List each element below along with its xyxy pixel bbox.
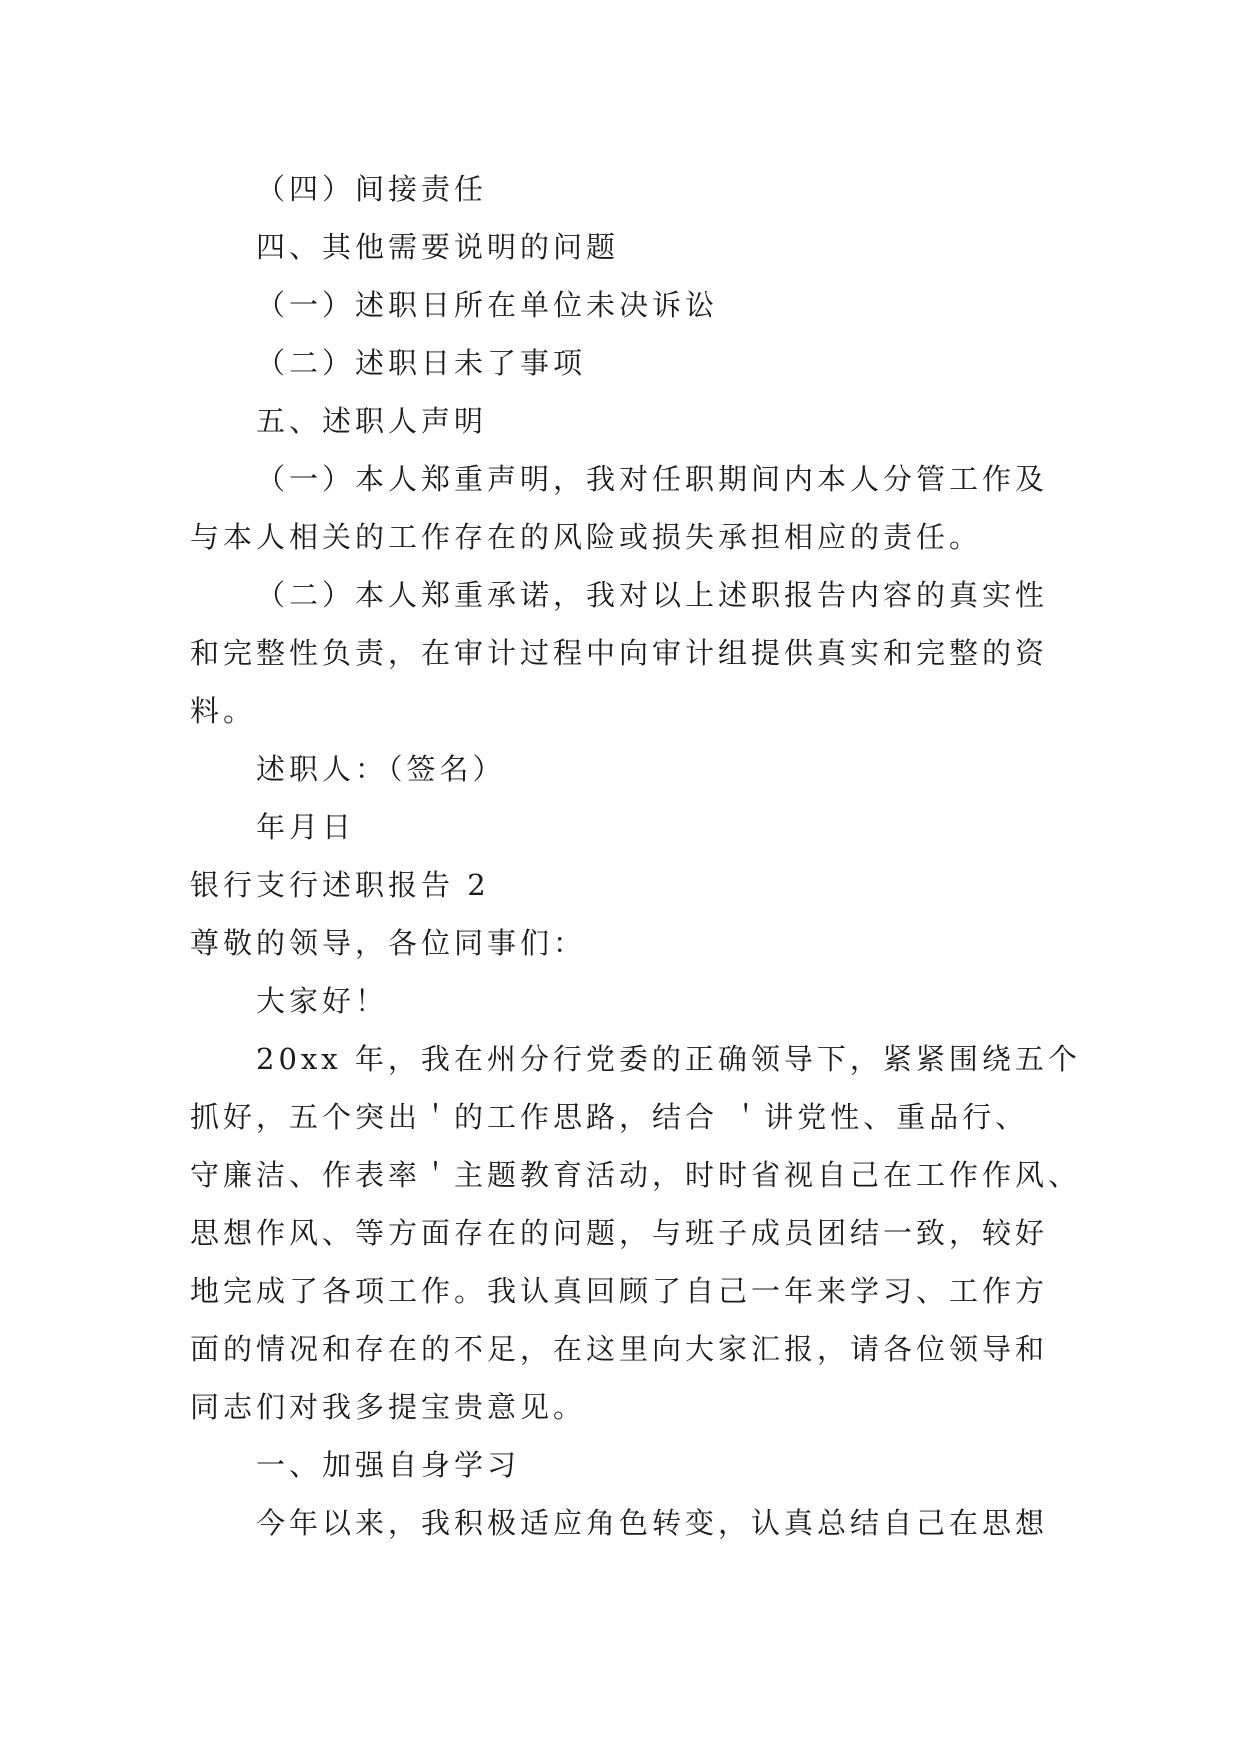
paragraph-line: （一）本人郑重声明，我对任职期间内本人分管工作及 <box>256 462 1049 496</box>
paragraph-line: 守廉洁、作表率＇主题教育活动，时时省视自己在工作作风、 <box>190 1158 1082 1192</box>
greeting: 大家好！ <box>256 984 389 1018</box>
subheading-pending-litigation: （一）述职日所在单位未决诉讼 <box>256 288 719 322</box>
signature-line: 述职人：（签名） <box>256 752 506 786</box>
date-line: 年月日 <box>256 810 356 844</box>
paragraph-line: 面的情况和存在的不足，在这里向大家汇报，请各位领导和 <box>190 1332 1049 1366</box>
paragraph-line: 今年以来，我积极适应角色转变，认真总结自己在思想 <box>256 1506 1049 1540</box>
subheading-unfinished-matters: （二）述职日未了事项 <box>256 346 587 380</box>
paragraph-line: 抓好，五个突出＇的工作思路，结合 ＇讲党性、重品行、 <box>190 1100 1029 1134</box>
paragraph-line: 同志们对我多提宝贵意见。 <box>190 1390 587 1424</box>
paragraph-line: 与本人相关的工作存在的风险或损失承担相应的责任。 <box>190 520 983 554</box>
document-body <box>190 160 1082 1552</box>
section-heading-other-issues: 四、其他需要说明的问题 <box>256 230 620 264</box>
paragraph-line: 地完成了各项工作。我认真回顾了自己一年来学习、工作方 <box>190 1274 1049 1308</box>
paragraph-line: 料。 <box>190 694 257 728</box>
report-title: 银行支行述职报告 2 <box>190 868 490 902</box>
section-heading-declaration: 五、述职人声明 <box>256 404 488 438</box>
paragraph-line: 20xx 年，我在州分行党委的正确领导下，紧紧围绕五个 <box>256 1042 1081 1076</box>
paragraph-line: （二）本人郑重承诺，我对以上述职报告内容的真实性 <box>256 578 1049 612</box>
section-heading-self-study: 一、加强自身学习 <box>256 1448 521 1482</box>
salutation: 尊敬的领导，各位同事们： <box>190 926 587 960</box>
paragraph-line: 思想作风、等方面存在的问题，与班子成员团结一致，较好 <box>190 1216 1049 1250</box>
paragraph-line: 和完整性负责，在审计过程中向审计组提供真实和完整的资 <box>190 636 1049 670</box>
section-heading-indirect-responsibility: （四）间接责任 <box>256 172 488 206</box>
